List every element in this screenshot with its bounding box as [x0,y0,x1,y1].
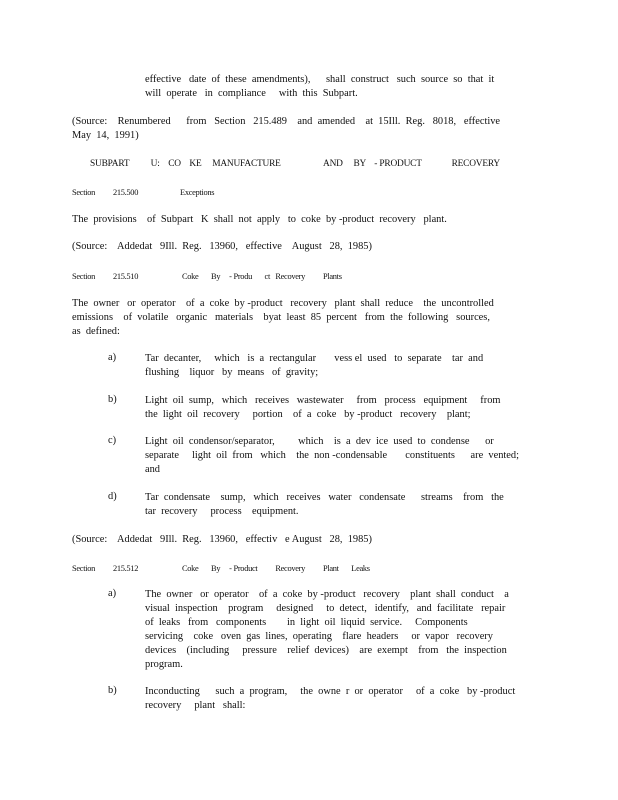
intro-line-1: effective date of these amendments), shall construct such source so that it [145,74,495,85]
item-a-line-1: Tar decanter, which is a rectangular vess el used to separate tar and [145,353,484,364]
section-500-source: (Source: Addedat 9Ill. Reg. 13960, effective August 28, 1985) [72,241,372,252]
section-512-title: Coke By - Product Recovery Plant Leaks [182,564,370,573]
item-c-line-2: separate light oil from which the non -condensable constituents are vented; [145,450,519,461]
subpart-heading: SUBPART U: CO KE MANUFACTURE AND BY - PRODUCT RECOVERY [90,159,500,169]
leaks-item-b-label: b) [108,685,117,696]
item-c-line-1: Light oil condensor/separator, which is a dev ice used to condense or [145,436,494,447]
section-500-number: Section 215.500 [72,188,139,197]
section-510-body-line-2: emissions of volatile organic materials byat least 85 percent from the following sources, [72,312,490,323]
item-a-label: a) [108,352,117,363]
leaks-item-a-line-5: devices (including pressure relief devices) are exempt from the inspection [145,645,507,656]
leaks-item-a-label: a) [108,588,117,599]
intro-line-2: will operate in compliance with this Subpart. [145,88,358,99]
section-510-source: (Source: Addedat 9Ill. Reg. 13960, effectiv e August 28, 1985) [72,534,372,545]
leaks-item-a-line-6: program. [145,659,183,670]
leaks-item-a-line-3: of leaks from components in light oil liquid service. Components [145,617,468,628]
section-510-body-line-3: as defined: [72,326,120,337]
item-c-line-3: and [145,464,161,475]
section-510-title: Coke By - Produ ct Recovery Plants [182,272,342,281]
source-note-1-line-1: (Source: Renumbered from Section 215.489 and amended at 15Ill. Reg. 8018, effective [72,116,501,127]
item-b-label: b) [108,394,117,405]
leaks-item-a-line-2: visual inspection program designed to detect, identify, and facilitate repair [145,603,506,614]
item-d-line-1: Tar condensate sump, which receives water condensate streams from the [145,492,504,503]
item-b-line-1: Light oil sump, which receives wastewater from process equipment from [145,395,501,406]
leaks-item-b-line-1: Inconducting such a program, the owne r or operator of a coke by -product [145,686,516,697]
section-500-title: Exceptions [180,188,215,197]
item-a-line-2: flushing liquor by means of gravity; [145,367,319,378]
leaks-item-a-line-1: The owner or operator of a coke by -product recovery plant shall conduct a [145,589,509,600]
item-d-line-2: tar recovery process equipment. [145,506,299,517]
section-500-body: The provisions of Subpart K shall not apply to coke by -product recovery plant. [72,214,447,225]
source-note-1-line-2: May 14, 1991) [72,130,139,141]
leaks-item-a-line-4: servicing coke oven gas lines, operating flare headers or vapor recovery [145,631,493,642]
item-d-label: d) [108,491,117,502]
leaks-item-b-line-2: recovery plant shall: [145,700,246,711]
item-b-line-2: the light oil recovery portion of a coke by -product recovery plant; [145,409,471,420]
section-512-number: Section 215.512 [72,564,139,573]
section-510-number: Section 215.510 [72,272,139,281]
section-510-body-line-1: The owner or operator of a coke by -product recovery plant shall reduce the uncontrolled [72,298,494,309]
item-c-label: c) [108,435,117,446]
